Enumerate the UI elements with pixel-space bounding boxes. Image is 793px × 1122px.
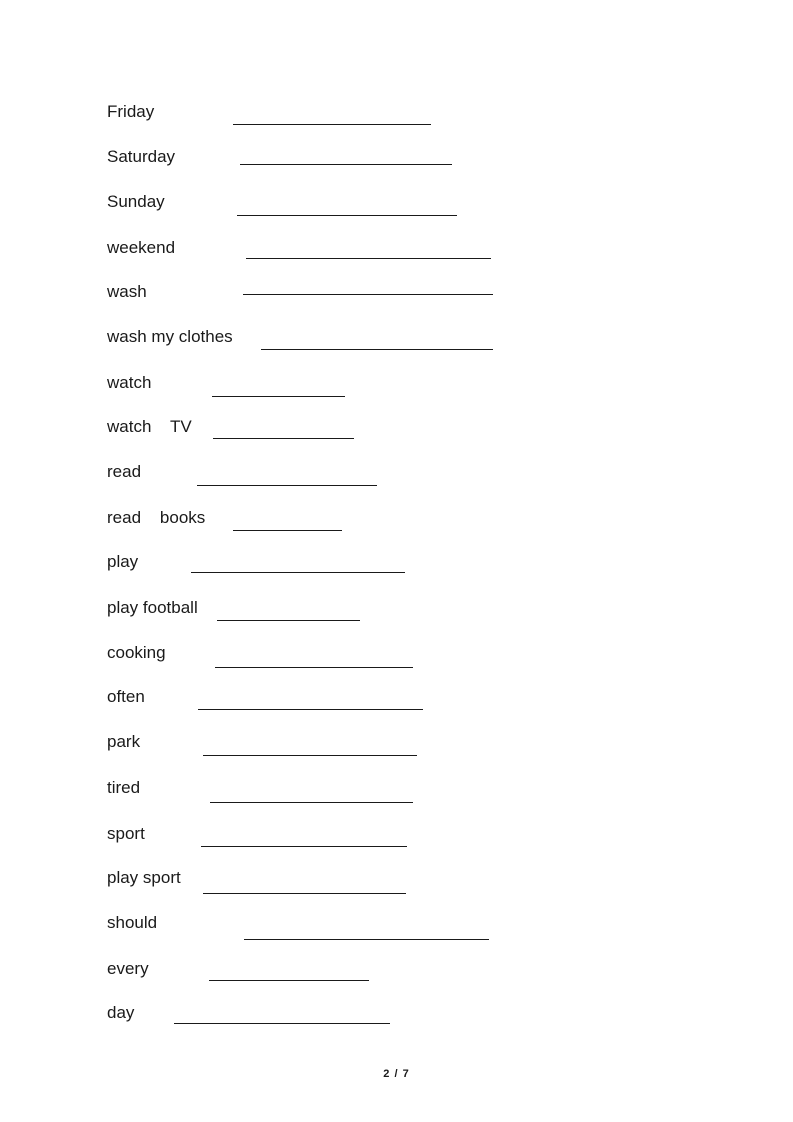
vocab-row-play-football <box>0 598 793 628</box>
vocab-word: read <box>107 462 142 481</box>
answer-blank[interactable] <box>243 294 493 295</box>
vocab-word: every <box>107 959 149 978</box>
vocab-row-play <box>0 552 793 582</box>
vocab-row-cooking <box>0 643 793 673</box>
vocab-row-watch <box>0 373 793 403</box>
answer-blank[interactable] <box>212 396 345 397</box>
answer-blank[interactable] <box>240 164 452 165</box>
answer-blank[interactable] <box>261 349 493 350</box>
vocab-word: play football <box>107 598 198 617</box>
answer-blank[interactable] <box>233 124 431 125</box>
vocab-word: sport <box>107 824 145 843</box>
vocab-word: weekend <box>107 238 176 257</box>
vocab-row-tired <box>0 778 793 808</box>
vocab-word: play sport <box>107 868 181 887</box>
vocab-word: wash my clothes <box>107 327 233 346</box>
vocab-row-every <box>0 959 793 989</box>
vocab-word: play <box>107 552 139 571</box>
answer-blank[interactable] <box>237 215 457 216</box>
vocab-word: cooking <box>107 643 166 662</box>
answer-blank[interactable] <box>244 939 489 940</box>
answer-blank[interactable] <box>203 893 406 894</box>
answer-blank[interactable] <box>201 846 407 847</box>
vocab-row-sunday <box>0 192 793 222</box>
vocab-row-saturday <box>0 147 793 177</box>
page-number: 2 / 7 <box>383 1068 410 1080</box>
vocab-row-read-books <box>0 508 793 538</box>
vocab-word: read books <box>107 508 206 527</box>
vocab-row-friday <box>0 102 793 132</box>
answer-blank[interactable] <box>217 620 360 621</box>
vocab-row-read <box>0 462 793 492</box>
answer-blank[interactable] <box>198 709 423 710</box>
answer-blank[interactable] <box>210 802 413 803</box>
vocab-word: tired <box>107 778 141 797</box>
answer-blank[interactable] <box>174 1023 390 1024</box>
answer-blank[interactable] <box>203 755 417 756</box>
vocab-row-park <box>0 732 793 762</box>
answer-blank[interactable] <box>197 485 377 486</box>
vocab-row-play-sport <box>0 868 793 898</box>
vocab-row-wash <box>0 282 793 312</box>
vocab-word: park <box>107 732 141 751</box>
answer-blank[interactable] <box>209 980 369 981</box>
vocab-row-wash-my-clothes <box>0 327 793 357</box>
vocab-row-often <box>0 687 793 717</box>
vocab-word: often <box>107 687 145 706</box>
answer-blank[interactable] <box>246 258 491 259</box>
answer-blank[interactable] <box>233 530 342 531</box>
vocab-word: Friday <box>107 102 155 121</box>
vocab-row-should <box>0 913 793 943</box>
vocab-row-day <box>0 1003 793 1033</box>
vocab-word: Sunday <box>107 192 165 211</box>
vocab-word: day <box>107 1003 135 1022</box>
vocab-row-sport <box>0 824 793 854</box>
vocab-word: wash <box>107 282 147 301</box>
vocab-word: watch TV <box>107 417 192 436</box>
vocab-word: should <box>107 913 158 932</box>
answer-blank[interactable] <box>213 438 354 439</box>
answer-blank[interactable] <box>191 572 405 573</box>
vocab-row-weekend <box>0 238 793 268</box>
vocab-word: watch <box>107 373 152 392</box>
vocab-row-watch-tv <box>0 417 793 447</box>
answer-blank[interactable] <box>215 667 413 668</box>
vocab-word: Saturday <box>107 147 176 166</box>
